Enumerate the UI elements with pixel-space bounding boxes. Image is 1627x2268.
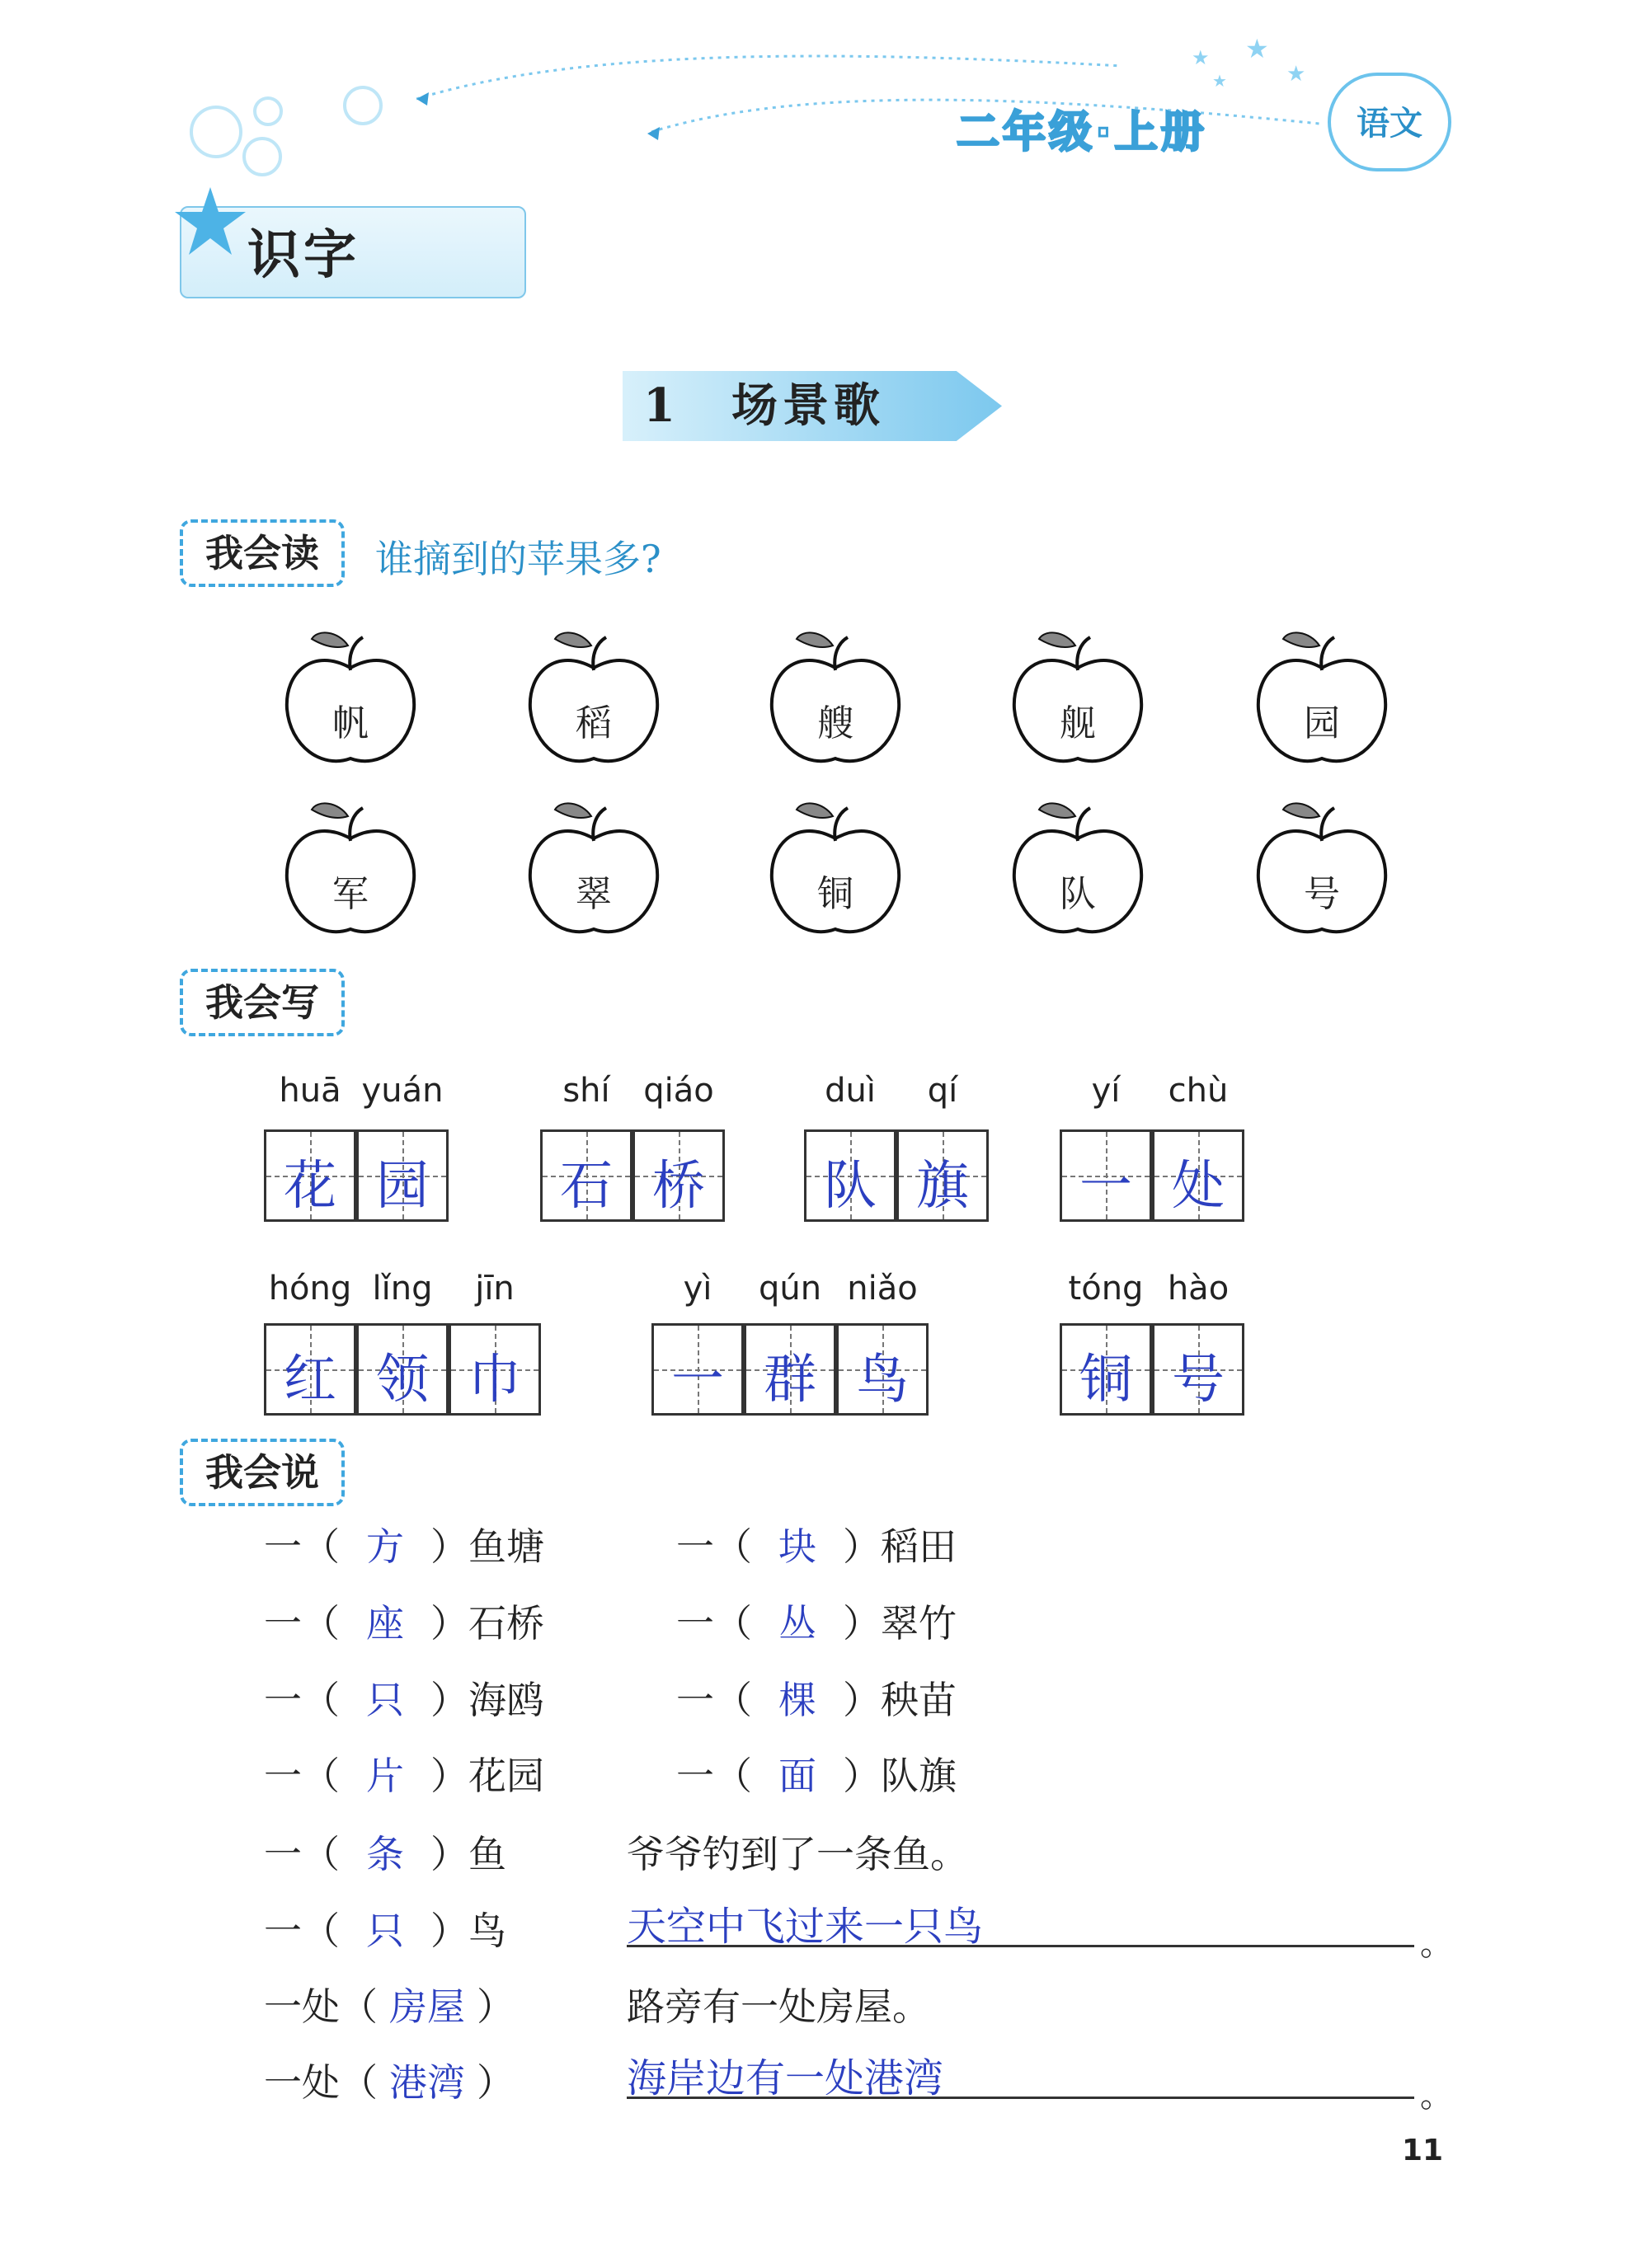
read-prompt: 谁摘到的苹果多? — [375, 537, 661, 581]
writing-cell[interactable] — [896, 1129, 989, 1222]
answer-blank[interactable]: 只 — [366, 1678, 404, 1722]
pinyin: yì — [683, 1270, 712, 1308]
sentence-item — [264, 1977, 515, 2031]
lesson-title: 1 场景歌 — [643, 378, 885, 433]
written-char: 红 — [284, 1350, 336, 1411]
writing-cell[interactable] — [1060, 1129, 1152, 1222]
written-char: 石 — [560, 1156, 613, 1217]
item-prefix: 一（ — [264, 1832, 340, 1876]
item-suffix: ）稻田 — [843, 1524, 957, 1569]
answer-blank[interactable]: 港湾 — [389, 2060, 465, 2105]
item-prefix: 一（ — [264, 1909, 340, 1953]
writing-cell[interactable] — [651, 1323, 744, 1416]
example-sentence: 路旁有一处房屋。 — [627, 1984, 930, 2029]
item-prefix: 一（ — [264, 1524, 340, 1569]
apple-card — [765, 622, 905, 771]
written-char: 一 — [671, 1350, 724, 1411]
pinyin: qiáo — [643, 1072, 714, 1110]
item-suffix: ）鸟 — [430, 1909, 506, 1953]
pinyin: tóng — [1068, 1270, 1144, 1308]
writing-cell[interactable] — [804, 1129, 896, 1222]
writing-cell[interactable] — [264, 1129, 356, 1222]
measure-word-item — [264, 1517, 544, 1571]
item-suffix: ）海鸥 — [430, 1678, 544, 1722]
writing-cell[interactable] — [1152, 1323, 1244, 1416]
apple-card — [765, 793, 905, 941]
measure-word-item — [676, 1670, 957, 1725]
measure-word-item — [676, 1594, 957, 1648]
pinyin: hào — [1167, 1270, 1230, 1308]
apple-card — [280, 793, 421, 941]
apple-card — [1008, 793, 1148, 941]
sentence-item — [264, 1824, 506, 1879]
apple-card — [280, 622, 421, 771]
grade-label: 二年级·上册 — [957, 108, 1207, 157]
apple-card — [524, 622, 664, 771]
apple-char: 艘 — [817, 702, 853, 744]
writing-cell[interactable] — [264, 1323, 356, 1416]
apple-char: 铜 — [817, 873, 853, 915]
star-icon — [173, 183, 247, 257]
apple-char: 稻 — [576, 702, 612, 744]
written-char: 铜 — [1079, 1350, 1132, 1411]
svg-text:★: ★ — [1212, 71, 1227, 91]
sentence-item — [264, 1901, 506, 1956]
unit-title: 识字 — [247, 225, 360, 286]
answer-blank[interactable]: 棵 — [778, 1678, 816, 1722]
apple-char: 队 — [1060, 873, 1096, 915]
writing-cell[interactable] — [836, 1323, 929, 1416]
written-char: 领 — [376, 1350, 429, 1411]
sentence-period: 。 — [1420, 2077, 1453, 2115]
pinyin: lǐng — [372, 1270, 433, 1308]
item-suffix: ）队旗 — [843, 1754, 957, 1798]
writing-cell[interactable] — [356, 1323, 449, 1416]
read-section-badge: 我会读 — [180, 519, 345, 587]
written-char: 号 — [1172, 1350, 1225, 1411]
page-number: 11 — [1402, 2134, 1444, 2167]
subject-badge: 语文 — [1328, 73, 1451, 171]
written-char: 花 — [284, 1156, 336, 1217]
sentence-answer-line[interactable]: 海岸边有一处港湾 — [627, 2046, 1414, 2099]
answer-blank[interactable]: 方 — [366, 1524, 404, 1569]
writing-cell[interactable] — [1152, 1129, 1244, 1222]
answer-blank[interactable]: 座 — [366, 1601, 404, 1646]
sentence-item — [264, 2053, 515, 2107]
writing-cell[interactable] — [744, 1323, 836, 1416]
pinyin: shí — [562, 1072, 610, 1110]
example-sentence: 爷爷钓到了一条鱼。 — [627, 1832, 968, 1876]
pinyin: jīn — [475, 1270, 515, 1308]
item-prefix: 一（ — [676, 1754, 752, 1798]
item-suffix: ）石桥 — [430, 1601, 544, 1646]
measure-word-item — [264, 1746, 544, 1801]
pinyin: hóng — [268, 1270, 352, 1308]
measure-word-item — [264, 1670, 544, 1725]
apple-char: 翠 — [576, 873, 612, 915]
answer-blank[interactable]: 片 — [366, 1754, 404, 1798]
written-char: 桥 — [652, 1156, 705, 1217]
written-char: 巾 — [468, 1350, 521, 1411]
apple-char: 园 — [1304, 702, 1340, 744]
written-char: 鸟 — [856, 1350, 909, 1411]
apple-card — [1252, 793, 1392, 941]
write-section-badge: 我会写 — [180, 969, 345, 1036]
written-char: 一 — [1079, 1156, 1132, 1217]
answer-blank[interactable]: 面 — [778, 1754, 816, 1798]
item-prefix: 一（ — [264, 1601, 340, 1646]
item-suffix: ）翠竹 — [843, 1601, 957, 1646]
sentence-answer-line[interactable]: 天空中飞过来一只鸟 — [627, 1895, 1414, 1947]
speak-section-badge: 我会说 — [180, 1439, 345, 1506]
pinyin: yuán — [361, 1072, 444, 1110]
item-suffix: ）秧苗 — [843, 1678, 957, 1722]
item-prefix: 一处（ — [264, 2060, 378, 2105]
apple-char: 帆 — [332, 702, 369, 744]
item-prefix: 一处（ — [264, 1984, 378, 2029]
written-char: 旗 — [916, 1156, 969, 1217]
answer-blank[interactable]: 条 — [366, 1832, 404, 1876]
item-prefix: 一（ — [264, 1678, 340, 1722]
pinyin: qí — [927, 1072, 958, 1110]
item-prefix: 一（ — [676, 1524, 752, 1569]
writing-cell[interactable] — [1060, 1323, 1152, 1416]
writing-cell[interactable] — [540, 1129, 632, 1222]
sentence-period: 。 — [1420, 1925, 1453, 1963]
apple-char: 军 — [332, 873, 369, 915]
answer-blank[interactable]: 只 — [366, 1909, 404, 1953]
writing-cell[interactable] — [449, 1323, 541, 1416]
written-char: 队 — [824, 1156, 877, 1217]
apple-char: 号 — [1304, 873, 1340, 915]
svg-text:★: ★ — [1245, 33, 1269, 64]
apple-card — [524, 793, 664, 941]
pinyin: niǎo — [847, 1270, 918, 1308]
written-char: 群 — [764, 1350, 816, 1411]
answer-blank[interactable]: 丛 — [778, 1601, 816, 1646]
measure-word-item — [676, 1746, 957, 1801]
item-prefix: 一（ — [676, 1601, 752, 1646]
pinyin: yí — [1091, 1072, 1121, 1110]
measure-word-item — [264, 1594, 544, 1648]
apple-card — [1252, 622, 1392, 771]
item-suffix: ） — [477, 2060, 515, 2105]
item-suffix: ）鱼塘 — [430, 1524, 544, 1569]
written-char: 园 — [376, 1156, 429, 1217]
pinyin: chù — [1168, 1072, 1229, 1110]
answer-blank[interactable]: 房屋 — [389, 1984, 465, 2029]
item-prefix: 一（ — [676, 1678, 752, 1722]
apple-card — [1008, 622, 1148, 771]
item-suffix: ） — [477, 1984, 515, 2029]
svg-text:★: ★ — [1192, 46, 1210, 69]
writing-cell[interactable] — [632, 1129, 725, 1222]
item-suffix: ）鱼 — [430, 1832, 506, 1876]
item-suffix: ）花园 — [430, 1754, 544, 1798]
pinyin: huā — [279, 1072, 341, 1110]
svg-text:★: ★ — [1286, 62, 1306, 87]
item-prefix: 一（ — [264, 1754, 340, 1798]
apple-char: 舰 — [1060, 702, 1096, 744]
measure-word-item — [676, 1517, 957, 1571]
writing-cell[interactable] — [356, 1129, 449, 1222]
pinyin: duì — [825, 1072, 876, 1110]
answer-blank[interactable]: 块 — [778, 1524, 816, 1569]
pinyin: qún — [758, 1270, 822, 1308]
written-char: 处 — [1172, 1156, 1225, 1217]
